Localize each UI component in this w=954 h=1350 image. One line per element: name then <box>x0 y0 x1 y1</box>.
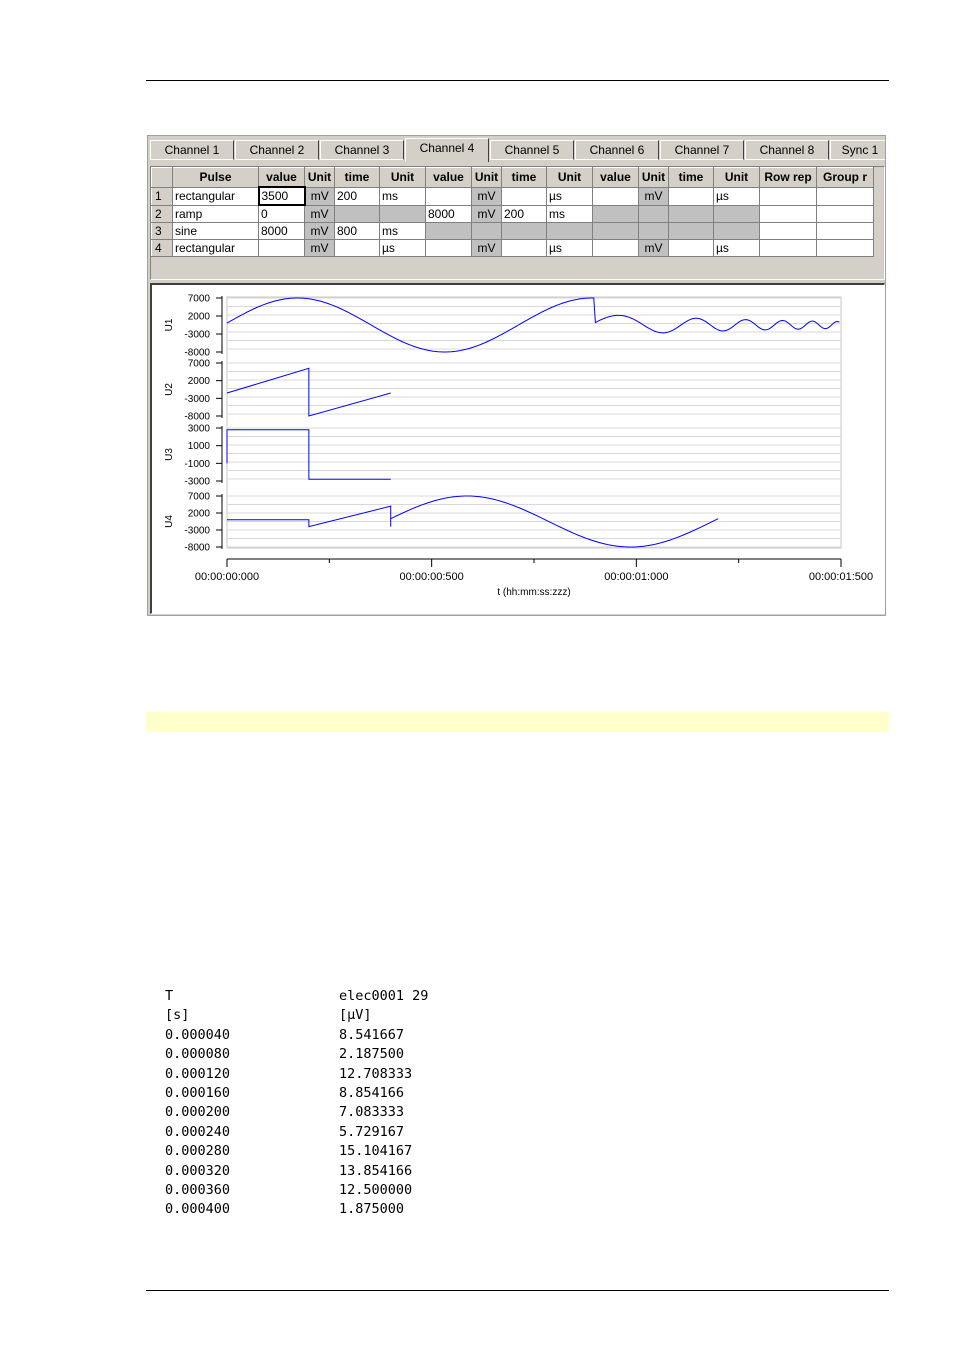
column-header[interactable]: Pulse <box>173 168 259 188</box>
series-label: U1 <box>164 318 175 332</box>
column-header[interactable]: Unit <box>547 168 593 188</box>
signal-value: 2.187500 <box>339 1046 405 1063</box>
grid-cell[interactable] <box>639 223 669 240</box>
column-header[interactable]: Unit <box>305 168 335 188</box>
listing-row <box>165 1123 485 1142</box>
listing-row <box>165 1142 485 1161</box>
grid-cell[interactable] <box>426 223 472 240</box>
grid-cell[interactable] <box>669 240 714 257</box>
signal-value: 7.083333 <box>339 1104 405 1121</box>
y-tick-label: -8000 <box>184 411 210 423</box>
y-tick-label: -3000 <box>184 525 210 537</box>
grid-cell[interactable] <box>817 187 874 205</box>
grid-cell[interactable]: µs <box>547 187 593 205</box>
y-tick-label: 7000 <box>187 358 210 370</box>
grid-cell[interactable]: µs <box>380 240 426 257</box>
grid-cell[interactable] <box>259 240 305 257</box>
series-label: U2 <box>164 383 175 396</box>
grid-cell[interactable] <box>380 205 426 223</box>
column-header[interactable]: Unit <box>714 168 760 188</box>
x-tick-label: 00:00:01:500 <box>808 571 874 583</box>
time-value: 0.000120 <box>165 1065 231 1082</box>
time-value: 0.000200 <box>165 1104 231 1121</box>
grid-cell[interactable] <box>502 223 547 240</box>
time-value: 0.000080 <box>165 1046 231 1063</box>
grid-cell[interactable] <box>593 223 639 240</box>
signal-value: 1.875000 <box>339 1201 405 1218</box>
y-tick-label: 2000 <box>187 311 210 323</box>
tab-channel-6[interactable]: Channel 6 <box>575 140 659 160</box>
y-tick-label: 2000 <box>187 376 210 388</box>
grid-cell[interactable] <box>547 223 593 240</box>
grid-cell[interactable]: µs <box>714 240 760 257</box>
top-rule <box>146 80 889 81</box>
y-tick-label: -3000 <box>184 393 210 405</box>
signal-value: 8.541667 <box>339 1026 405 1043</box>
signal-value: [µV] <box>339 1007 372 1024</box>
grid-cell[interactable]: 200 <box>502 205 547 223</box>
x-tick-label: 00:00:00:000 <box>194 571 260 583</box>
grid-cell[interactable] <box>760 240 817 257</box>
x-tick-label: 00:00:00:500 <box>399 571 464 583</box>
grid-cell[interactable]: 800 <box>335 223 380 240</box>
tab-channel-4[interactable]: Channel 4 <box>405 138 489 162</box>
time-value: 0.000040 <box>165 1026 231 1043</box>
column-header[interactable]: Row rep <box>760 168 817 188</box>
bottom-rule <box>146 1290 889 1291</box>
y-tick-label: 2000 <box>187 508 210 520</box>
grid-cell[interactable]: mV <box>472 187 502 205</box>
signal-value: 5.729167 <box>339 1123 405 1140</box>
listing-row <box>165 1103 485 1122</box>
grid-cell[interactable]: ms <box>547 205 593 223</box>
listing-row <box>165 1200 485 1219</box>
column-header[interactable]: Unit <box>472 168 502 188</box>
time-value: [s] <box>165 1007 190 1024</box>
signal-value: 15.104167 <box>339 1143 413 1160</box>
tab-sync-1[interactable]: Sync 1 <box>830 140 885 160</box>
signal-value: 12.708333 <box>339 1065 413 1082</box>
column-header[interactable] <box>152 168 173 188</box>
grid-cell[interactable]: mV <box>472 205 502 223</box>
grid-cell[interactable] <box>714 205 760 223</box>
grid-cell[interactable] <box>817 205 874 223</box>
row-number[interactable]: 4 <box>152 240 173 257</box>
listing-row <box>165 1084 485 1103</box>
grid-cell[interactable] <box>760 187 817 205</box>
listing-row <box>165 1026 485 1045</box>
plot-area <box>227 297 841 548</box>
grid-cell[interactable]: mV <box>639 187 669 205</box>
y-tick-label: 7000 <box>187 491 210 503</box>
listing-row <box>165 1162 485 1181</box>
grid-row <box>152 240 874 257</box>
grid-cell[interactable]: µs <box>547 240 593 257</box>
grid-cell[interactable]: mV <box>305 205 335 223</box>
column-header[interactable]: time <box>669 168 714 188</box>
grid-cell[interactable]: mV <box>639 240 669 257</box>
grid-cell[interactable]: ramp <box>173 205 259 223</box>
channel-tabs <box>150 138 885 162</box>
y-tick-label: -3000 <box>184 476 210 488</box>
pulse-grid <box>151 167 874 257</box>
tab-channel-1[interactable]: Channel 1 <box>150 140 234 160</box>
data-listing <box>165 987 485 1220</box>
signal-value: 8.854166 <box>339 1084 405 1101</box>
grid-cell[interactable]: 200 <box>335 187 380 205</box>
highlight-bar <box>146 712 889 732</box>
signal-value: 13.854166 <box>339 1162 413 1179</box>
grid-header-row <box>152 168 874 188</box>
grid-cell[interactable]: 8000 <box>426 205 472 223</box>
column-header[interactable]: Group r <box>817 168 874 188</box>
column-header[interactable]: Unit <box>380 168 426 188</box>
grid-row <box>152 223 874 240</box>
column-header[interactable]: value <box>593 168 639 188</box>
time-value: 0.000360 <box>165 1181 231 1198</box>
grid-cell[interactable] <box>639 205 669 223</box>
grid-cell[interactable] <box>335 205 380 223</box>
time-value: T <box>165 988 174 1004</box>
grid-cell[interactable] <box>714 223 760 240</box>
x-tick-label: 00:00:01:000 <box>604 571 669 583</box>
tab-channel-8[interactable]: Channel 8 <box>745 140 829 160</box>
grid-cell[interactable] <box>426 240 472 257</box>
stimulus-editor-window <box>147 135 886 616</box>
series-label: U3 <box>164 448 175 461</box>
time-value: 0.000400 <box>165 1201 231 1218</box>
grid-cell[interactable] <box>502 187 547 205</box>
grid-cell[interactable]: rectangular <box>173 187 259 205</box>
column-header[interactable]: value <box>426 168 472 188</box>
grid-cell[interactable]: ms <box>380 223 426 240</box>
listing-header <box>165 987 485 1006</box>
waveform-chart <box>152 285 883 612</box>
listing-row <box>165 1065 485 1084</box>
grid-cell[interactable] <box>760 205 817 223</box>
signal-value: elec0001 29 <box>339 988 429 1004</box>
grid-cell[interactable] <box>502 240 547 257</box>
time-value: 0.000320 <box>165 1162 231 1179</box>
y-tick-label: 3000 <box>187 423 210 435</box>
column-header[interactable]: Unit <box>639 168 669 188</box>
grid-cell[interactable]: sine <box>173 223 259 240</box>
grid-cell[interactable] <box>669 187 714 205</box>
row-number[interactable]: 3 <box>152 223 173 240</box>
series-label: U4 <box>164 515 175 528</box>
x-axis-label: t (hh:mm:ss:zzz) <box>497 587 571 598</box>
row-number[interactable]: 2 <box>152 205 173 223</box>
grid-cell[interactable]: 3500 <box>259 187 305 205</box>
grid-row <box>152 205 874 223</box>
y-tick-label: 7000 <box>187 293 210 305</box>
listing-units <box>165 1006 485 1025</box>
grid-cell[interactable]: µs <box>714 187 760 205</box>
grid-cell[interactable]: rectangular <box>173 240 259 257</box>
time-value: 0.000240 <box>165 1123 231 1140</box>
y-tick-label: -8000 <box>184 542 210 554</box>
signal-value: 12.500000 <box>339 1181 413 1198</box>
grid-cell[interactable] <box>593 205 639 223</box>
grid-cell[interactable] <box>593 240 639 257</box>
grid-cell[interactable] <box>472 223 502 240</box>
column-header[interactable]: value <box>259 168 305 188</box>
series-line-u3 <box>227 430 391 479</box>
y-tick-label: -8000 <box>184 347 210 359</box>
pulse-grid-panel <box>150 166 885 280</box>
listing-row <box>165 1045 485 1064</box>
grid-cell[interactable] <box>817 223 874 240</box>
column-header[interactable]: time <box>502 168 547 188</box>
grid-cell[interactable]: 8000 <box>259 223 305 240</box>
column-header[interactable]: time <box>335 168 380 188</box>
tab-channel-7[interactable]: Channel 7 <box>660 140 744 160</box>
listing-row <box>165 1181 485 1200</box>
time-value: 0.000160 <box>165 1084 231 1101</box>
grid-cell[interactable] <box>669 205 714 223</box>
tab-channel-5[interactable]: Channel 5 <box>490 140 574 160</box>
y-tick-label: -3000 <box>184 329 210 341</box>
y-tick-label: -1000 <box>184 458 210 470</box>
grid-row <box>152 187 874 205</box>
grid-cell[interactable] <box>335 240 380 257</box>
tab-channel-2[interactable]: Channel 2 <box>235 140 319 160</box>
chart-panel <box>150 283 885 614</box>
grid-cell[interactable]: mV <box>305 240 335 257</box>
grid-cell[interactable]: mV <box>305 223 335 240</box>
grid-cell[interactable] <box>817 240 874 257</box>
grid-cell[interactable]: mV <box>472 240 502 257</box>
series-line-u2 <box>227 368 391 416</box>
grid-cell[interactable]: 0 <box>259 205 305 223</box>
grid-cell[interactable] <box>760 223 817 240</box>
grid-cell[interactable] <box>669 223 714 240</box>
time-value: 0.000280 <box>165 1143 231 1160</box>
grid-cell[interactable] <box>593 187 639 205</box>
y-tick-label: 1000 <box>187 441 210 453</box>
grid-cell[interactable]: mV <box>305 187 335 205</box>
row-number[interactable]: 1 <box>152 187 173 205</box>
grid-cell[interactable]: ms <box>380 187 426 205</box>
grid-cell[interactable] <box>426 187 472 205</box>
tab-channel-3[interactable]: Channel 3 <box>320 140 404 160</box>
